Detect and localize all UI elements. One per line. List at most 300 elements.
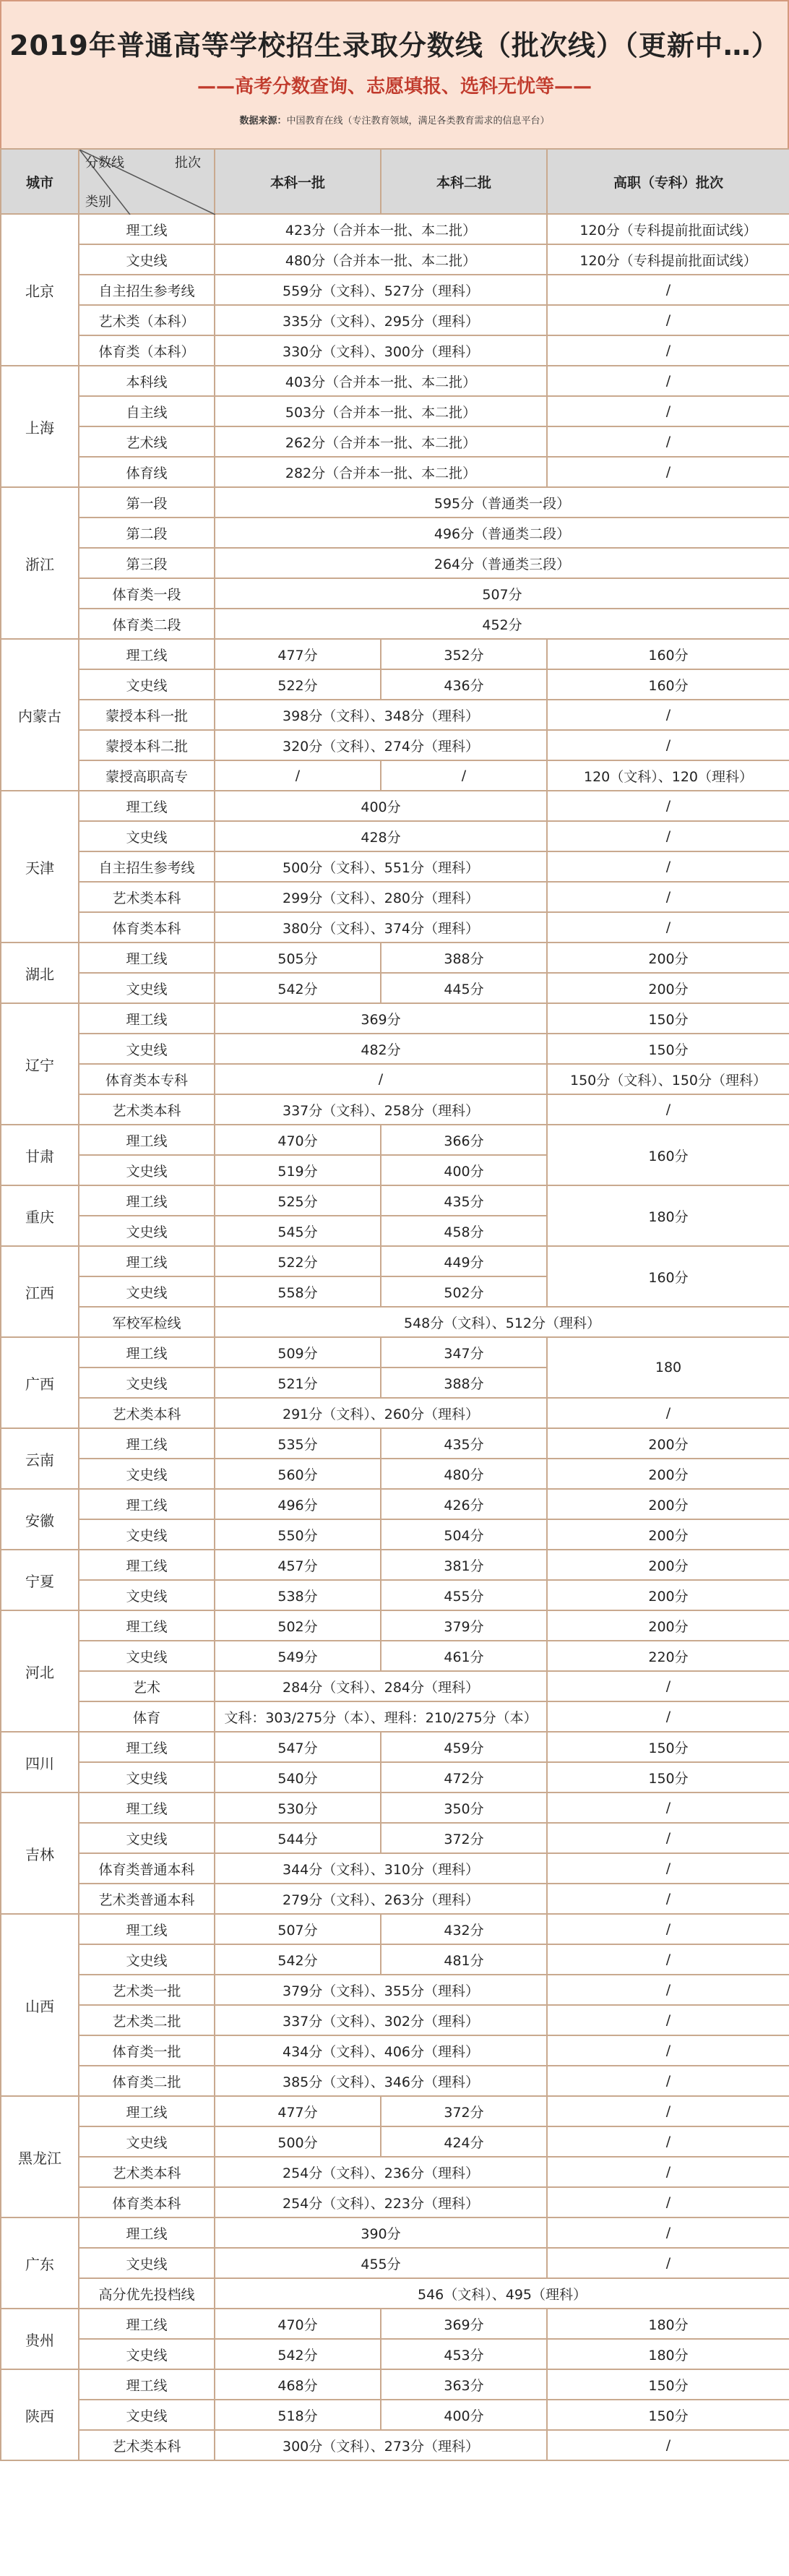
vocational-cell: / [547,335,789,366]
table-row [1,305,789,335]
vocational-cell: / [547,821,789,851]
table-row [1,2096,789,2126]
vocational-cell: / [547,1975,789,2005]
table-row [1,1428,789,1459]
tier1-cell: 542分 [215,2339,381,2369]
city-cell: 上海 [1,366,79,487]
tier2-cell: 502分 [381,1276,547,1307]
header-tier1: 本科一批 [215,149,381,214]
header-diagonal [79,149,215,214]
vocational-cell: / [547,2005,789,2035]
vocational-cell: / [547,1793,789,1823]
vocational-cell: 180分 [547,2339,789,2369]
table-row [1,2369,789,2400]
table-row [1,1185,789,1216]
table-row [1,1094,789,1125]
table-row [1,882,789,912]
tier1-cell: 503分（合并本一批、本二批） [215,396,547,426]
table-row [1,1793,789,1823]
table-row [1,487,789,518]
category-cell: 理工线 [79,1610,215,1641]
vocational-cell: / [547,1823,789,1853]
tier1-cell: 500分（文科）、551分（理科） [215,851,547,882]
city-cell: 安徽 [1,1489,79,1550]
table-row [1,1246,789,1276]
category-cell: 理工线 [79,639,215,669]
vocational-cell: 200分 [547,973,789,1003]
category-cell: 理工线 [79,2309,215,2339]
page-subtitle: ——高考分数查询、志愿填报、选科无忧等—— [197,76,592,98]
tier1-cell: 507分 [215,578,789,609]
tier1-cell: 535分 [215,1428,381,1459]
tier2-cell: 350分 [381,1793,547,1823]
tier1-cell: 254分（文科）、223分（理科） [215,2187,547,2217]
category-cell: 文史线 [79,2248,215,2278]
category-cell: 高分优先投档线 [79,2278,215,2309]
vocational-cell: / [547,730,789,760]
vocational-cell: 180分 [547,2309,789,2339]
tier1-cell: 482分 [215,1034,547,1064]
category-cell: 体育类本科 [79,912,215,943]
tier1-cell: 457分 [215,1550,381,1580]
category-cell: 体育类一段 [79,578,215,609]
tier2-cell: 388分 [381,1368,547,1398]
table-row [1,2248,789,2278]
tier1-cell: 550分 [215,1519,381,1550]
tier2-cell: 352分 [381,639,547,669]
table-row [1,1398,789,1428]
header-diag-category: 类别 [85,194,111,210]
header-vocational: 高职（专科）批次 [547,149,789,214]
category-cell: 理工线 [79,1337,215,1368]
vocational-cell: / [547,2187,789,2217]
tier1-cell: 279分（文科）、263分（理科） [215,1884,547,1914]
city-cell: 重庆 [1,1185,79,1246]
tier1-cell: 369分 [215,1003,547,1034]
city-cell: 吉林 [1,1793,79,1914]
category-cell: 理工线 [79,1489,215,1519]
table-row [1,366,789,396]
tier1-cell: 522分 [215,1246,381,1276]
table-row [1,457,789,487]
city-cell: 广东 [1,2217,79,2309]
category-cell: 文史线 [79,1823,215,1853]
tier1-cell: 507分 [215,1914,381,1944]
table-row [1,275,789,305]
tier2-cell: 369分 [381,2309,547,2339]
vocational-cell: / [547,396,789,426]
category-cell: 蒙授本科二批 [79,730,215,760]
category-cell: 文史线 [79,2400,215,2430]
table-row [1,669,789,700]
category-cell: 理工线 [79,1428,215,1459]
vocational-cell: / [547,1853,789,1884]
category-cell: 理工线 [79,1550,215,1580]
header-city: 城市 [1,149,79,214]
vocational-cell: / [547,700,789,730]
table-row [1,851,789,882]
table-row [1,1519,789,1550]
vocational-cell: / [547,2096,789,2126]
vocational-cell: / [547,426,789,457]
vocational-cell: / [547,1671,789,1701]
table-row [1,2339,789,2369]
vocational-cell: 150分 [547,1034,789,1064]
tier2-cell: 366分 [381,1125,547,1155]
vocational-cell: 160分 [547,639,789,669]
tier2-cell: 481分 [381,1944,547,1975]
tier1-cell: / [215,1064,547,1094]
category-cell: 体育 [79,1701,215,1732]
city-cell: 北京 [1,214,79,366]
category-cell: 艺术线 [79,426,215,457]
table-row [1,639,789,669]
table-row [1,1884,789,1914]
category-cell: 本科线 [79,366,215,396]
category-cell: 文史线 [79,973,215,1003]
table-row [1,1641,789,1671]
category-cell: 理工线 [79,1793,215,1823]
table-row [1,1003,789,1034]
table-row [1,396,789,426]
tier2-cell: 461分 [381,1641,547,1671]
table-row [1,1610,789,1641]
data-source-text: 中国教育在线（专注教育领域，满足各类教育需求的信息平台） [286,116,550,126]
tier2-cell: 379分 [381,1610,547,1641]
city-cell: 陕西 [1,2369,79,2460]
category-cell: 文史线 [79,1944,215,1975]
tier1-cell: 544分 [215,1823,381,1853]
category-cell: 体育类一批 [79,2035,215,2066]
tier2-cell: 363分 [381,2369,547,2400]
tier1-cell: 330分（文科）、300分（理科） [215,335,547,366]
vocational-cell: 200分 [547,943,789,973]
header-diag-batch: 批次 [175,155,201,171]
table-row [1,2430,789,2460]
category-cell: 自主线 [79,396,215,426]
table-row [1,791,789,821]
vocational-cell: / [547,1398,789,1428]
tier1-cell: 385分（文科）、346分（理科） [215,2066,547,2096]
category-cell: 第二段 [79,518,215,548]
category-cell: 艺术类二批 [79,2005,215,2035]
tier1-cell: 文科：303/275分（本）、理科：210/275分（本） [215,1701,547,1732]
category-cell: 体育类二段 [79,609,215,639]
table-row [1,1671,789,1701]
table-row [1,578,789,609]
vocational-cell: 160分 [547,1246,789,1307]
vocational-cell: / [547,2066,789,2096]
tier2-cell: 381分 [381,1550,547,1580]
category-cell: 艺术 [79,1671,215,1701]
tier1-cell: 291分（文科）、260分（理科） [215,1398,547,1428]
table-row [1,2005,789,2035]
category-cell: 理工线 [79,1732,215,1762]
vocational-cell: / [547,882,789,912]
tier1-cell: 558分 [215,1276,381,1307]
category-cell: 艺术类本科 [79,2430,215,2460]
tier2-cell: 424分 [381,2126,547,2157]
category-cell: 蒙授高职高专 [79,760,215,791]
tier1-cell: 455分 [215,2248,547,2278]
category-cell: 文史线 [79,1459,215,1489]
category-cell: 文史线 [79,1216,215,1246]
tier1-cell: 477分 [215,2096,381,2126]
category-cell: 文史线 [79,1368,215,1398]
tier2-cell: 400分 [381,1155,547,1185]
category-cell: 理工线 [79,214,215,244]
vocational-cell: 200分 [547,1550,789,1580]
vocational-cell: 120（文科）、120（理科） [547,760,789,791]
category-cell: 体育类二批 [79,2066,215,2096]
category-cell: 理工线 [79,2217,215,2248]
tier1-cell: 519分 [215,1155,381,1185]
city-cell: 内蒙古 [1,639,79,791]
table-row [1,244,789,275]
tier2-cell: 472分 [381,1762,547,1793]
category-cell: 艺术类（本科） [79,305,215,335]
vocational-cell: 220分 [547,1641,789,1671]
table-row [1,518,789,548]
category-cell: 体育类本科 [79,2187,215,2217]
tier1-cell: 542分 [215,973,381,1003]
tier1-cell: 538分 [215,1580,381,1610]
vocational-cell: / [547,1944,789,1975]
tier1-cell: 547分 [215,1732,381,1762]
tier1-cell: 509分 [215,1337,381,1368]
category-cell: 文史线 [79,1641,215,1671]
vocational-cell: 150分 [547,1762,789,1793]
category-cell: 艺术类本科 [79,882,215,912]
table-row [1,700,789,730]
tier1-cell: 320分（文科）、274分（理科） [215,730,547,760]
category-cell: 理工线 [79,791,215,821]
table-row [1,2187,789,2217]
vocational-cell: / [547,1884,789,1914]
category-cell: 理工线 [79,1246,215,1276]
city-cell: 江西 [1,1246,79,1337]
tier1-cell: 300分（文科）、273分（理科） [215,2430,547,2460]
tier1-cell: 282分（合并本一批、本二批） [215,457,547,487]
table-row [1,2126,789,2157]
tier1-cell: 400分 [215,791,547,821]
table-row [1,1580,789,1610]
tier2-cell: 453分 [381,2339,547,2369]
vocational-cell: / [547,2430,789,2460]
table-row [1,1944,789,1975]
table-row [1,2400,789,2430]
table-row [1,943,789,973]
header-tier2: 本科二批 [381,149,547,214]
vocational-cell: 150分 [547,1732,789,1762]
table-row [1,1732,789,1762]
vocational-cell: 120分（专科提前批面试线） [547,214,789,244]
vocational-cell: 200分 [547,1489,789,1519]
tier1-cell: 262分（合并本一批、本二批） [215,426,547,457]
category-cell: 第一段 [79,487,215,518]
vocational-cell: / [547,1094,789,1125]
tier1-cell: 522分 [215,669,381,700]
score-table [0,148,789,2461]
vocational-cell: 200分 [547,1610,789,1641]
tier2-cell: 458分 [381,1216,547,1246]
vocational-cell: / [547,275,789,305]
table-row [1,426,789,457]
category-cell: 蒙授本科一批 [79,700,215,730]
tier1-cell: 521分 [215,1368,381,1398]
tier1-cell: 470分 [215,2309,381,2339]
tier1-cell: 337分（文科）、258分（理科） [215,1094,547,1125]
category-cell: 艺术类本科 [79,2157,215,2187]
tier1-cell: 337分（文科）、302分（理科） [215,2005,547,2035]
vocational-cell: 160分 [547,669,789,700]
table-row [1,2278,789,2309]
tier1-cell: 344分（文科）、310分（理科） [215,1853,547,1884]
tier1-cell: 468分 [215,2369,381,2400]
tier2-cell: 459分 [381,1732,547,1762]
city-cell: 天津 [1,791,79,943]
category-cell: 文史线 [79,1155,215,1185]
category-cell: 艺术类普通本科 [79,1884,215,1914]
vocational-cell: 150分 [547,2400,789,2430]
table-row [1,1853,789,1884]
category-cell: 自主招生参考线 [79,275,215,305]
category-cell: 体育类（本科） [79,335,215,366]
header-diag-score: 分数线 [85,155,124,171]
tier1-cell: 530分 [215,1793,381,1823]
table-row [1,760,789,791]
tier2-cell: 372分 [381,1823,547,1853]
vocational-cell: 180 [547,1337,789,1398]
city-cell: 黑龙江 [1,2096,79,2217]
category-cell: 体育类普通本科 [79,1853,215,1884]
category-cell: 艺术类本科 [79,1398,215,1428]
table-row [1,2066,789,2096]
category-cell: 文史线 [79,1762,215,1793]
table-row [1,2157,789,2187]
vocational-cell: 180分 [547,1185,789,1246]
category-cell: 文史线 [79,1519,215,1550]
tier2-cell: 445分 [381,973,547,1003]
page-title: 2019年普通高等学校招生录取分数线（批次线）（更新中…） [9,30,780,61]
city-cell: 四川 [1,1732,79,1793]
tier2-cell: 372分 [381,2096,547,2126]
category-cell: 理工线 [79,2096,215,2126]
category-cell: 理工线 [79,1003,215,1034]
tier2-cell: / [381,760,547,791]
tier2-cell: 426分 [381,1489,547,1519]
city-cell: 甘肃 [1,1125,79,1185]
table-row [1,1823,789,1853]
category-cell: 文史线 [79,821,215,851]
vocational-cell: / [547,1701,789,1732]
table-row [1,2309,789,2339]
city-cell: 贵州 [1,2309,79,2369]
vocational-cell: 200分 [547,1459,789,1489]
category-cell: 文史线 [79,1580,215,1610]
table-row [1,821,789,851]
category-cell: 文史线 [79,244,215,275]
table-row [1,609,789,639]
tier1-cell: 423分（合并本一批、本二批） [215,214,547,244]
tier1-cell: 546（文科）、495（理科） [215,2278,789,2309]
tier1-cell: 595分（普通类一段） [215,487,789,518]
table-row [1,214,789,244]
vocational-cell: 150分（文科）、150分（理科） [547,1064,789,1094]
category-cell: 军校军检线 [79,1307,215,1337]
tier1-cell: 434分（文科）、406分（理科） [215,2035,547,2066]
vocational-cell: / [547,791,789,821]
tier1-cell: 500分 [215,2126,381,2157]
tier1-cell: / [215,760,381,791]
category-cell: 体育类本专科 [79,1064,215,1094]
city-cell: 湖北 [1,943,79,1003]
city-cell: 宁夏 [1,1550,79,1610]
tier1-cell: 496分（普通类二段） [215,518,789,548]
category-cell: 理工线 [79,1914,215,1944]
table-row [1,1125,789,1155]
category-cell: 艺术类本科 [79,1094,215,1125]
table-row [1,2035,789,2066]
tier1-cell: 549分 [215,1641,381,1671]
tier2-cell: 435分 [381,1428,547,1459]
tier1-cell: 542分 [215,1944,381,1975]
tier2-cell: 480分 [381,1459,547,1489]
category-cell: 文史线 [79,2339,215,2369]
tier1-cell: 428分 [215,821,547,851]
vocational-cell: / [547,2248,789,2278]
tier2-cell: 449分 [381,1246,547,1276]
vocational-cell: 150分 [547,2369,789,2400]
category-cell: 文史线 [79,2126,215,2157]
category-cell: 第三段 [79,548,215,578]
vocational-cell: / [547,2157,789,2187]
table-row [1,1489,789,1519]
tier1-cell: 284分（文科）、284分（理科） [215,1671,547,1701]
tier2-cell: 504分 [381,1519,547,1550]
vocational-cell: 120分（专科提前批面试线） [547,244,789,275]
city-cell: 河北 [1,1610,79,1732]
sheet-header [0,0,789,148]
data-source-label: 数据来源： [239,116,287,126]
tier2-cell: 435分 [381,1185,547,1216]
tier1-cell: 496分 [215,1489,381,1519]
vocational-cell: / [547,2126,789,2157]
vocational-cell: / [547,457,789,487]
tier1-cell: 380分（文科）、374分（理科） [215,912,547,943]
table-row [1,1034,789,1064]
tier2-cell: 347分 [381,1337,547,1368]
tier1-cell: 390分 [215,2217,547,2248]
category-cell: 理工线 [79,943,215,973]
data-source [1,113,788,126]
category-cell: 理工线 [79,1125,215,1155]
vocational-cell: 200分 [547,1519,789,1550]
table-row [1,1701,789,1732]
table-row [1,1975,789,2005]
tier1-cell: 559分（文科）、527分（理科） [215,275,547,305]
tier2-cell: 436分 [381,669,547,700]
table-body [1,214,789,2460]
table-row [1,1459,789,1489]
tier1-cell: 540分 [215,1762,381,1793]
city-cell: 山西 [1,1914,79,2096]
category-cell: 艺术类一批 [79,1975,215,2005]
vocational-cell: / [547,851,789,882]
tier1-cell: 548分（文科）、512分（理科） [215,1307,789,1337]
vocational-cell: 150分 [547,1003,789,1034]
tier1-cell: 477分 [215,639,381,669]
